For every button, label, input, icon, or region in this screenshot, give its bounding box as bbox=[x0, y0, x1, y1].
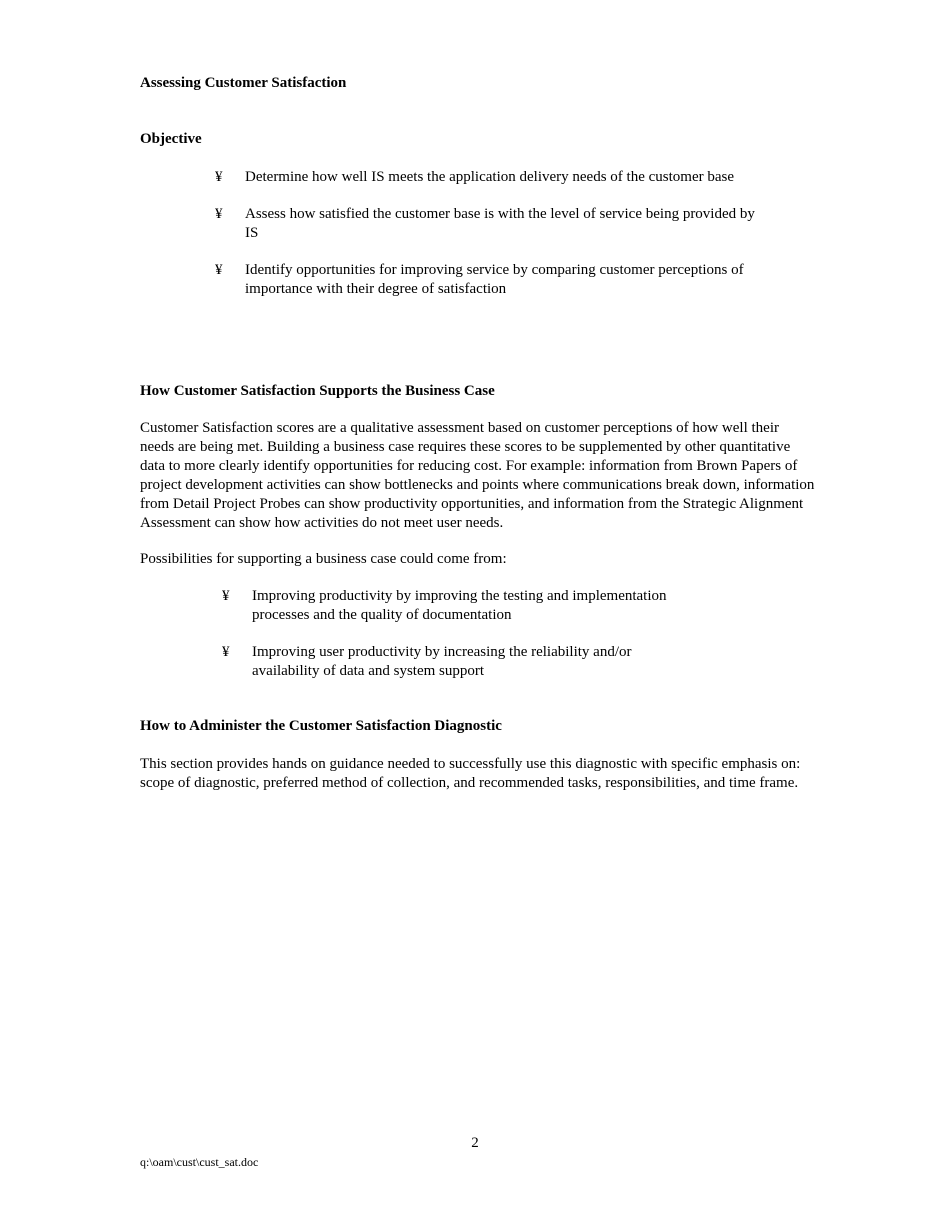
list-item-text: Improving productivity by improving the testing and implementation processes and the quality of documentation bbox=[252, 588, 667, 623]
bullet-icon: ¥ bbox=[215, 206, 223, 222]
objective-list bbox=[215, 168, 760, 299]
possibilities-list bbox=[222, 587, 702, 681]
list-item bbox=[222, 587, 702, 625]
page-number: 2 bbox=[471, 1135, 479, 1151]
administer-heading: How to Administer the Customer Satisfaction Diagnostic bbox=[140, 718, 502, 734]
list-item-text: Determine how well IS meets the application delivery needs of the customer base bbox=[245, 169, 735, 185]
footer-file-path: q:\oam\cust\cust_sat.doc bbox=[140, 1155, 259, 1169]
list-item-text: Identify opportunities for improving service by comparing customer perceptions of importance with their degree of satisfaction bbox=[245, 262, 744, 297]
bullet-icon: ¥ bbox=[222, 588, 230, 604]
bullet-icon: ¥ bbox=[222, 644, 230, 660]
page-title: Assessing Customer Satisfaction bbox=[140, 75, 347, 91]
business-case-heading: How Customer Satisfaction Supports the Business Case bbox=[140, 383, 495, 399]
bullet-icon: ¥ bbox=[215, 169, 223, 185]
list-item bbox=[215, 168, 760, 187]
list-item-text: Improving user productivity by increasing the reliability and/or availability of data and system support bbox=[252, 644, 632, 679]
list-item-text: Assess how satisfied the customer base is with the level of service being provided by IS bbox=[245, 206, 755, 241]
administer-paragraph: This section provides hands on guidance needed to successfully use this diagnostic with specific emphasis on: scope of diagnostic, preferred method of collection, and recommended tasks, responsibilities, and time frame. bbox=[140, 756, 801, 791]
possibilities-intro: Possibilities for supporting a business case could come from: bbox=[140, 551, 507, 567]
objective-heading: Objective bbox=[140, 131, 202, 147]
business-case-paragraph: Customer Satisfaction scores are a qualitative assessment based on customer perceptions of how well their needs are being met. Building a business case requires these scores to be supplemented by other quantitative data to more clearly identify opportunities for reducing cost. For example: information from Brown Papers of project development activities can show bottlenecks and points where communications break down, information from Detail Project Probes can show productivity opportunities, and information from the Strategic Alignment Assessment can show how activities do not meet user needs. bbox=[140, 420, 815, 531]
list-item bbox=[215, 205, 760, 243]
bullet-icon: ¥ bbox=[215, 262, 223, 278]
list-item bbox=[222, 643, 702, 681]
list-item bbox=[215, 261, 760, 299]
